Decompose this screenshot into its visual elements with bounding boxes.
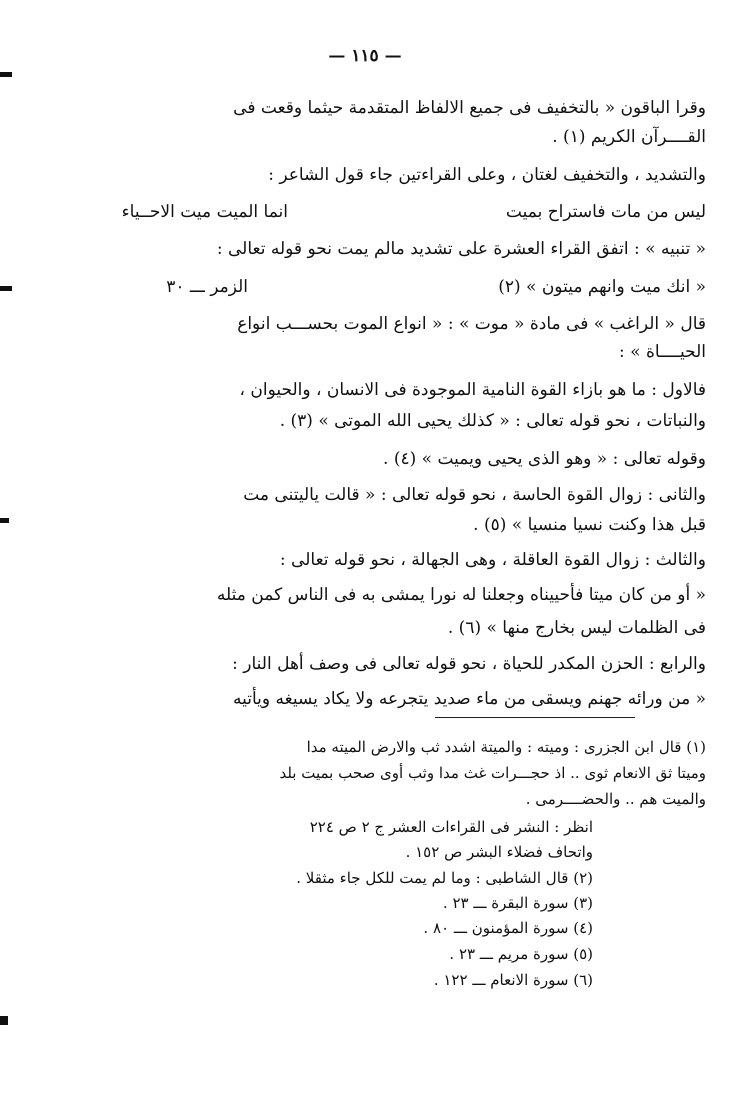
footnote-line: وميتا ثق الانعام ثوى .. اذ حجـــرات غث مدا وثب أوى صحب بميت بلد xyxy=(279,764,706,782)
footnote-line: انظر : النشر فى القراءات العشر ج ٢ ص ٢٢٤ xyxy=(309,818,593,836)
body-line: القــــرآن الكريم (١) . xyxy=(552,127,706,147)
body-line: وقرا الباقون « بالتخفيف فى جميع الالفاظ المتقدمة حيثما وقعت فى xyxy=(233,98,706,118)
footnote-line: (٦) سورة الانعام ـــ ١٢٢ . xyxy=(433,971,593,989)
footnote-divider xyxy=(435,717,635,718)
footnote-line: (٢) قال الشاطبى : وما لم يمت للكل جاء مثقلا . xyxy=(296,869,593,887)
body-line: وقوله تعالى : « وهو الذى يحيى ويميت » (٤) . xyxy=(383,449,706,469)
body-line: والرابع : الحزن المكدر للحياة ، نحو قوله تعالى فى وصف أهل النار : xyxy=(232,654,706,674)
verse-hemistich: انما الميت ميت الاحــياء xyxy=(121,202,288,222)
body-line: قبل هذا وكنت نسيا منسيا » (٥) . xyxy=(473,515,706,535)
body-line: والثانى : زوال القوة الحاسة ، نحو قوله تعالى : « قالت ياليتنى مت xyxy=(243,485,706,505)
footnote-line: والميت هم .. والحضــــرمى . xyxy=(525,790,706,808)
footnote-line: (١) قال ابن الجزرى : وميته : والميتة اشدد ثب والارض الميته مدا xyxy=(306,738,706,756)
footnote-line: واتحاف فضلاء البشر ص ١٥٢ . xyxy=(405,843,593,861)
footnote-line: (٤) سورة المؤمنون ـــ ٨٠ . xyxy=(423,919,593,937)
body-line: قال « الراغب » فى مادة « موت » : « انواع الموت بحســـب انواع xyxy=(237,314,706,334)
body-line: « أو من كان ميتا فأحييناه وجعلنا له نورا يمشى به فى الناس كمن مثله xyxy=(216,585,706,605)
body-line: « تنبيه » : اتفق القراء العشرة على تشديد مالم يمت نحو قوله تعالى : xyxy=(216,239,706,259)
quran-quote: « انك ميت وانهم ميتون » (٢) xyxy=(498,277,706,297)
quran-reference: الزمر ـــ ٣٠ xyxy=(166,277,248,297)
body-line: والثالث : زوال القوة العاقلة ، وهى الجهالة ، نحو قوله تعالى : xyxy=(279,550,706,570)
scan-margin-mark xyxy=(0,518,9,523)
body-line: والتشديد ، والتخفيف لغتان ، وعلى القراءتين جاء قول الشاعر : xyxy=(268,165,706,185)
body-line: والنباتات ، نحو قوله تعالى : « كذلك يحيى الله الموتى » (٣) . xyxy=(279,411,706,431)
scan-margin-mark xyxy=(0,286,12,291)
footnote-line: (٣) سورة البقرة ـــ ٢٣ . xyxy=(442,894,593,912)
scan-margin-mark xyxy=(0,1016,8,1025)
scan-margin-mark xyxy=(0,72,12,77)
page-number-header: — ١١٥ — xyxy=(328,46,402,66)
verse-hemistich: ليس من مات فاستراح بميت xyxy=(505,202,706,222)
body-line: فى الظلمات ليس بخارج منها » (٦) . xyxy=(447,618,706,638)
body-line: « من ورائه جهنم ويسقى من ماء صديد يتجرعه ولا يكاد يسيغه ويأتيه xyxy=(233,689,706,709)
footnote-line: (٥) سورة مريم ـــ ٢٣ . xyxy=(449,945,593,963)
body-line: فالاول : ما هو بازاء القوة النامية الموجودة فى الانسان ، والحيوان ، xyxy=(239,380,706,400)
body-line: الحيــــاة » : xyxy=(619,342,706,362)
